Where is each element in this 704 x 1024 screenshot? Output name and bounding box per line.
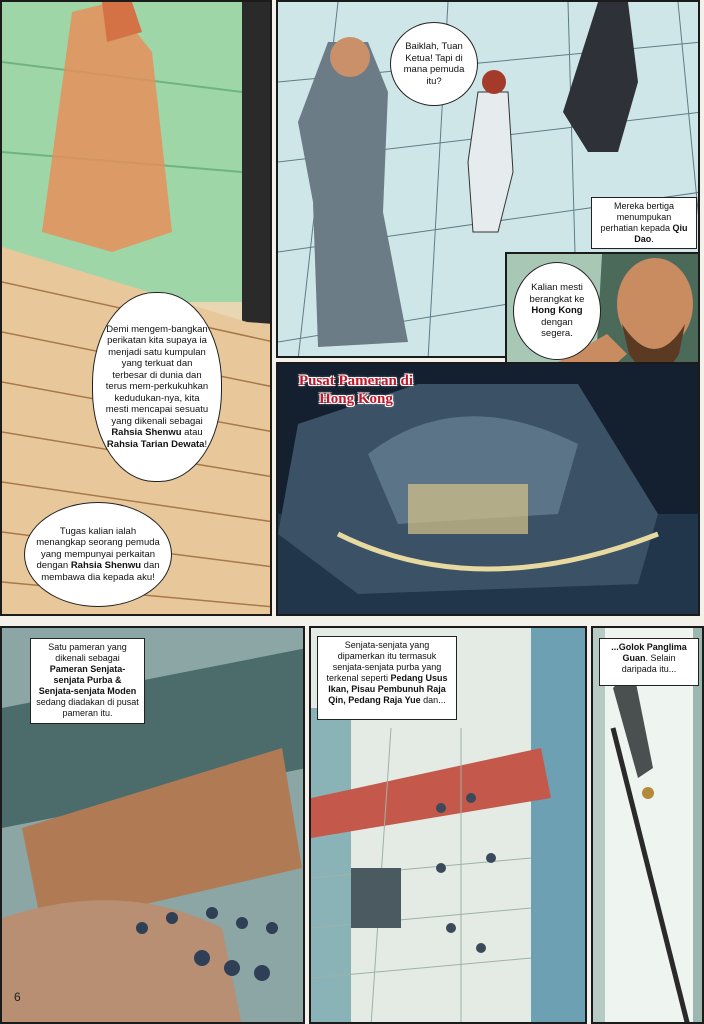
panel-exhibition-centre [276, 362, 700, 616]
caption-weapons: Senjata-senjata yang dipamerkan itu termasuk senjata-senjata purba yang terkenal seperti Pedang Usus Ikan, Pisau Pembunuh Raja Qin, Pedang Raja Yue dan... [317, 636, 457, 720]
panel-exhibition-exterior [0, 626, 305, 1024]
panel-guan-dao [591, 626, 704, 1024]
panel-exhibition-hall [309, 626, 587, 1024]
caption-guan-dao: ...Golok Panglima Guan. Selain daripada itu... [599, 638, 699, 686]
speech-bubble-hong-kong: Kalian mesti berangkat ke Hong Kong dengan segera. [513, 262, 601, 360]
page-number: 6 [14, 990, 21, 1004]
speech-bubble-leader-2: Tugas kalian ialah menangkap seorang pemuda yang mempunyai perkaitan dengan Rahsia Shenwu dan membawa dia kepada aku! [24, 502, 172, 607]
guan-dao-display [593, 628, 704, 1024]
caption-three-focus: Mereka bertiga menumpukan perhatian kepada Qiu Dao. [591, 197, 697, 249]
speech-bubble-leader-1: Demi mengem-bangkan perikatan kita supaya ia menjadi satu kumpulan yang terkuat dan terbesar di dunia dan terus mem-perkukuhkan kedudukan-nya, kita mesti mencapai sesuatu yang dikenali sebagai Rahsia Shenwu atau Rahsia Tarian Dewata! [92, 292, 222, 482]
caption-exhibition: Satu pameran yang dikenali sebagai Pameran Senjata-senjata Purba & Senjata-senjata Moden sedang diadakan di pusat pameran itu. [30, 638, 145, 724]
location-title: Pusat Pameran di Hong Kong [298, 373, 414, 407]
panel-leader-hologram [0, 0, 272, 616]
speech-bubble-henchman: Baiklah, Tuan Ketua! Tapi di mana pemuda itu? [390, 22, 478, 106]
